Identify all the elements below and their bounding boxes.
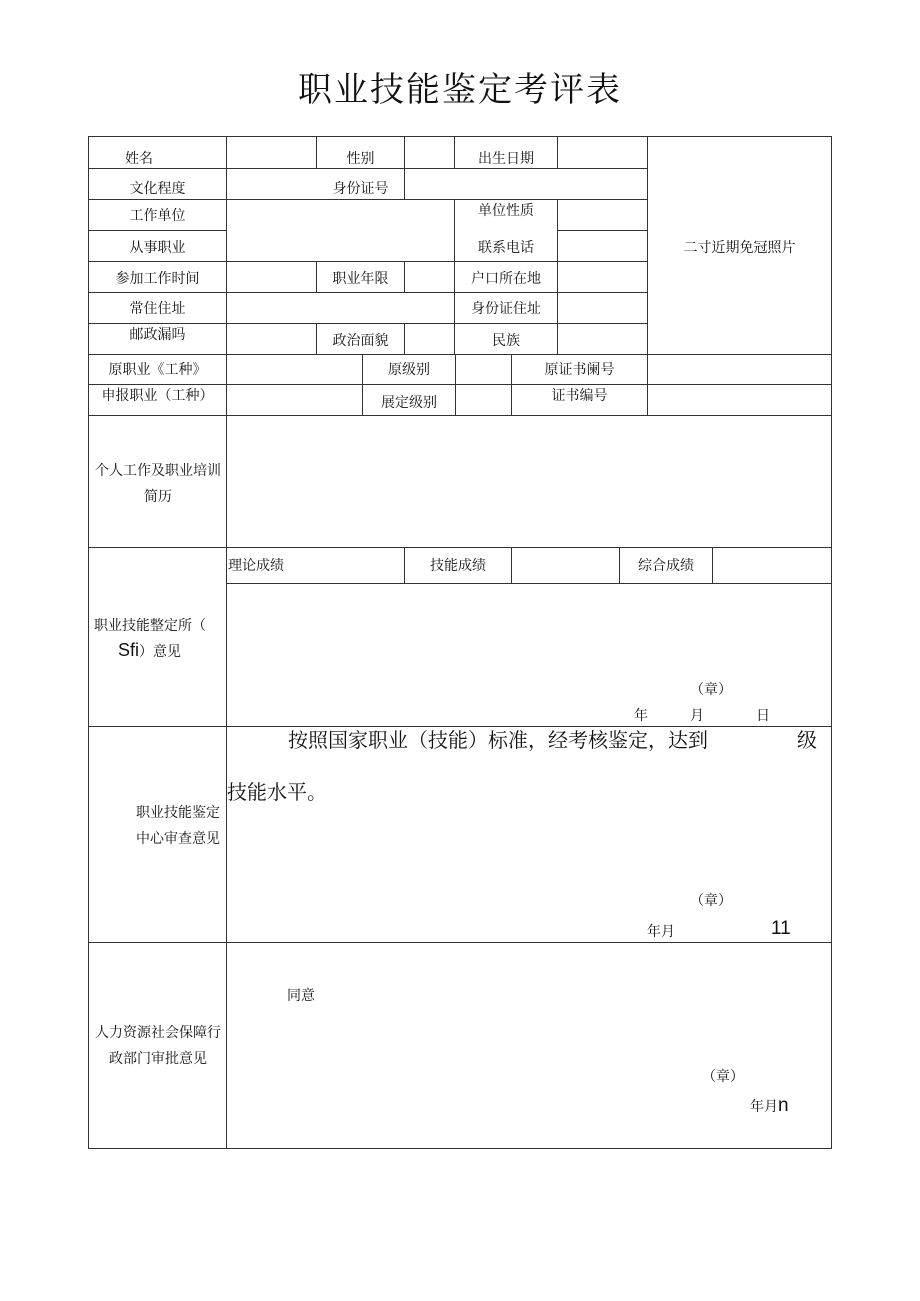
appraisal-day: 日 [756, 708, 770, 724]
hr-approval-seal: （章） [702, 1069, 744, 1085]
unit-nature-label: 单位性质 [478, 203, 534, 219]
hr-approval-year-month: 年月n [750, 1095, 789, 1116]
original-cert-no-label: 原证书阑号 [544, 362, 615, 378]
id-number-label: 身份证号 [332, 181, 389, 197]
center-review-year-month: 年月 [647, 924, 675, 940]
center-review-statement-end: 技能水平。 [227, 780, 327, 804]
center-review-label: 职业技能鉴定中心审查意见 [136, 805, 220, 847]
work-start-time-label: 参加工作时间 [115, 271, 200, 287]
appraisal-month: 月 [690, 708, 704, 724]
work-years-label: 职业年限 [332, 271, 389, 287]
appraisal-year: 年 [634, 708, 648, 724]
ethnicity-label: 民族 [492, 333, 520, 349]
page-title: 职业技能鉴定考评表 [298, 70, 622, 110]
center-review-level: 级 [797, 728, 817, 752]
center-review-statement: 按照国家职业（技能）标准，经考核鉴定，达到 [288, 728, 708, 752]
skill-score-label: 技能成绩 [430, 558, 486, 574]
residence-label: 常住住址 [129, 301, 186, 317]
phone-label: 联系电话 [478, 240, 534, 256]
employer-label: 工作单位 [129, 208, 186, 224]
original-occupation-label: 原职业《工种》 [108, 362, 207, 378]
hukou-label: 户口所在地 [471, 271, 541, 287]
overall-score-label: 综合成绩 [638, 558, 694, 574]
hr-approval-label: 人力资源社会保障行政部门审批意见 [95, 1025, 221, 1067]
occupation-label: 从事职业 [129, 240, 186, 256]
center-review-seal: （章） [690, 893, 732, 909]
appraisal-station-label: 职业技能整定所（ [94, 618, 206, 634]
original-level-label: 原级别 [388, 362, 430, 378]
photo-placeholder: 二寸近期免冠照片 [683, 240, 796, 256]
gender-label: 性别 [346, 151, 375, 167]
name-label: 姓名 [125, 151, 153, 167]
id-address-label: 身份证住址 [471, 301, 541, 317]
appraisal-station-label-2: Sfi）意见 [118, 640, 182, 660]
education-label: 文化程度 [129, 181, 186, 197]
theory-score-label: 理论成绩 [228, 558, 284, 574]
resume-label: 个人工作及职业培训简历 [95, 463, 221, 505]
appraisal-seal: （章） [690, 682, 732, 698]
postal-code-label: 邮政漏吗 [129, 327, 186, 343]
applied-level-label: 展定级别 [381, 395, 437, 411]
hr-approval-opinion: 同意 [287, 988, 315, 1004]
birth-date-label: 出生日期 [478, 151, 534, 167]
center-review-day: 11 [771, 918, 791, 939]
applied-occupation-label: 申报职业（工种） [101, 388, 214, 404]
cert-no-label: 证书编号 [551, 388, 608, 404]
political-status-label: 政治面貌 [332, 333, 389, 349]
